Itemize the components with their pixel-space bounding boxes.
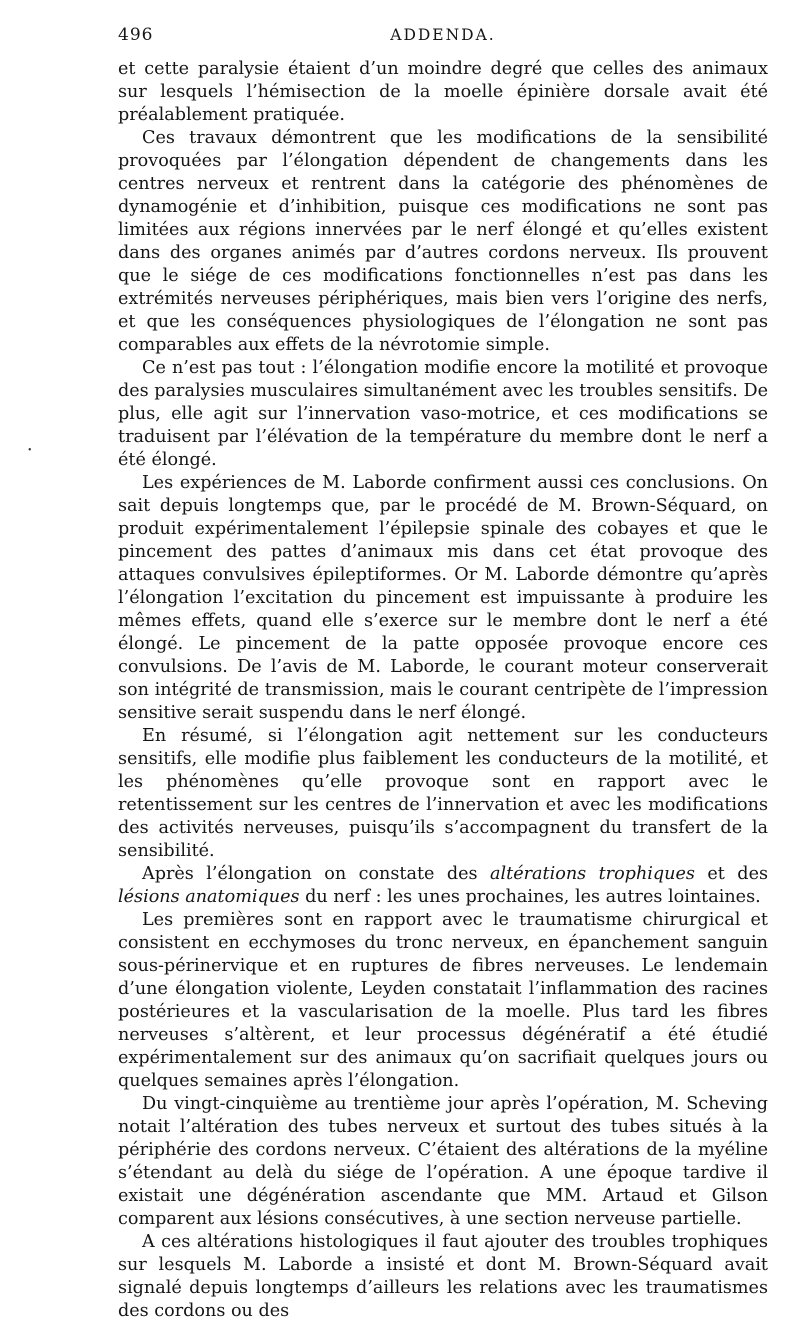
running-title: ADDENDA. — [390, 26, 496, 44]
paragraph: et cette paralysie étaient d’un moindre degré que celles des animaux sur lesquels l’hémisection de la moelle épinière dorsale avait été préalablement pratiquée. — [118, 59, 768, 125]
paragraph: En résumé, si l’élongation agit nettement sur les conducteurs sensitifs, elle modifie plus faiblement les conducteurs de la motilité, et les phénomènes qu’elle provoque sont en rapport avec le retentissement sur les centres de l’innervation et avec les modifications des activités nerveuses, puisqu’ils s’accompagnent du transfert de la sensibilité. — [118, 726, 768, 861]
paragraph: Ce n’est pas tout : l’élongation modifie encore la motilité et provoque des paralysies musculaires simultanément avec les troubles sensitifs. De plus, elle agit sur l’innervation vaso-motrice, et ces modifications se traduisent par l’élévation de la température du membre dont le nerf a été élongé. — [118, 358, 768, 470]
italic-term: altérations trophiques — [490, 864, 695, 884]
paragraph-text: Après l’élongation on constate des — [142, 864, 491, 884]
book-page — [118, 24, 769, 1321]
paragraph: Ces travaux démontrent que les modifications de la sensibilité provoquées par l’élongation dépendent de changements dans les centres nerveux et rentrent dans la catégorie des phénomènes de dynamogénie et d’inhibition, puisque ces modifications ne sont pas limitées aux régions innervées par le nerf élongé et qu’elles existent dans des organes animés par d’autres cordons nerveux. Ils prouvent que le siége de ces modifications fonctionnelles n’est pas dans les extrémités nerveuses périphériques, mais bien vers l’origine des nerfs, et que les conséquences physiologiques de l’élongation ne sont pas comparables aux effets de la névrotomie simple. — [118, 128, 768, 355]
paragraph: Les premières sont en rapport avec le traumatisme chirurgical et consistent en ecchymoses du tronc nerveux, en épanchement sanguin sous-périnervique et en ruptures de fibres nerveuses. Le lendemain d’une élongation violente, Leyden constatait l’inflammation des racines postérieures et la vascularisation de la moelle. Plus tard les fibres nerveuses s’altèrent, et leur processus dégénératif a été étudié expérimentalement sur des animaux qu’on sacrifiait quelques jours ou quelques semaines après l’élongation. — [118, 910, 768, 1091]
paragraph: Les expériences de M. Laborde confirment aussi ces conclusions. On sait depuis longtemps que, par le procédé de M. Brown-Séquard, on produit expérimentalement l’épilepsie spinale des cobayes et que le pincement des pattes d’animaux mis dans cet état provoque des attaques convulsives épileptiformes. Or M. Laborde démontre qu’après l’élongation l’excitation du pincement est impuissante à produire les mêmes effets, quand elle s’exerce sur le membre dont le nerf a été élongé. Le pincement de la patte opposée provoque encore ces convulsions. De l’avis de M. Laborde, le courant moteur conserverait son intégrité de transmission, mais le courant centripète de l’impression sensitive serait suspendu dans le nerf élongé. — [118, 473, 768, 723]
italic-term: lésions anatomiques — [118, 887, 300, 907]
paragraph-text: et des — [694, 864, 769, 884]
paragraph: Du vingt-cinquième au trentième jour après l’opération, M. Scheving notait l’altération des tubes nerveux et surtout des tubes situés à la périphérie des cordons nerveux. C’étaient des altérations de la myéline s’étendant au delà du siége de l’opération. A une époque tardive il existait une dégénération ascendante que MM. Artaud et Gilson comparent aux lésions consécutives, à une section nerveuse partielle. — [118, 1094, 768, 1229]
running-head — [118, 24, 768, 58]
page-number: 496 — [118, 25, 154, 45]
paragraph-text: du nerf : les unes prochaines, les autres lointaines. — [299, 887, 761, 907]
paragraph — [118, 863, 768, 909]
printing-speck: • — [28, 445, 32, 456]
paragraph: A ces altérations histologiques il faut ajouter des troubles trophiques sur lesquels M. Laborde a insisté et dont M. Brown-Séquard avait signalé depuis longtemps d’ailleurs les relations avec les traumatismes des cordons ou des — [118, 1232, 768, 1321]
